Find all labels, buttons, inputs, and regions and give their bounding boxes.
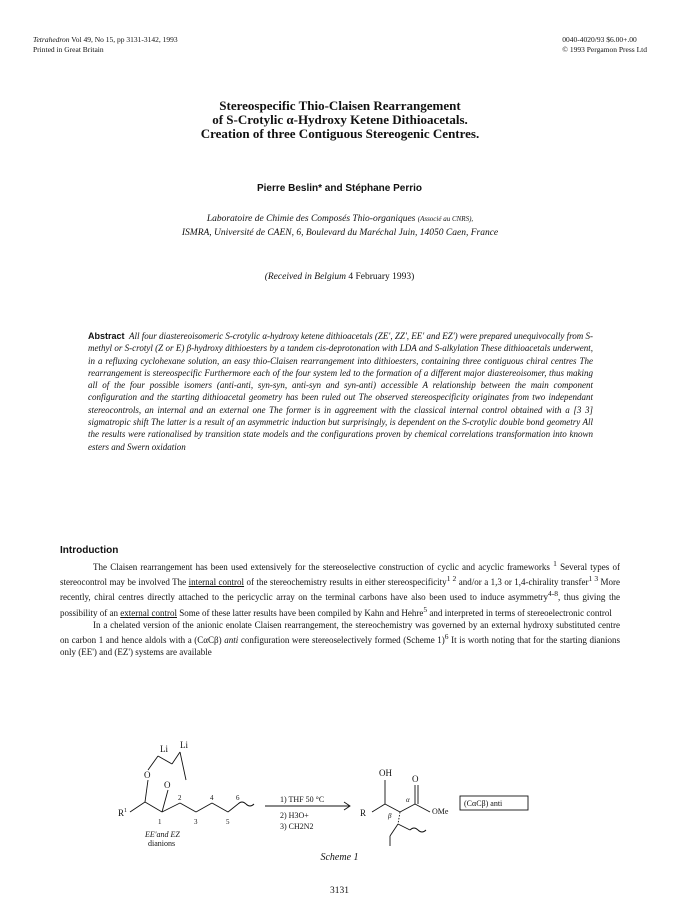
intro-text: Several types of stereocontrol may be involved The bbox=[60, 562, 621, 588]
received-date-value: 4 February 1993) bbox=[348, 272, 415, 282]
scheme-num-5: 5 bbox=[226, 818, 230, 826]
scheme-step-3: 3) CH2N2 bbox=[280, 822, 314, 831]
intro-text: of the stereochemistry results in either stereospecificity bbox=[244, 577, 447, 588]
price-code: 0040-4020/93 $6.00+.00 bbox=[562, 35, 637, 44]
paper-title bbox=[60, 99, 620, 141]
received-prefix: (Received in Belgium bbox=[264, 272, 346, 282]
scheme-num-3: 3 bbox=[194, 818, 198, 826]
intro-paragraph-2 bbox=[60, 619, 620, 659]
intro-text: and interpreted in terms of stereoelectronic control bbox=[427, 607, 612, 618]
underlined-term: external control bbox=[120, 607, 177, 618]
title-line-3: Creation of three Contiguous Stereogenic Centres. bbox=[200, 126, 480, 141]
abstract-label: Abstract bbox=[88, 331, 125, 341]
title-line-2: of S-Crotylic α-Hydroxy Ketene Dithioacetals. bbox=[212, 112, 468, 127]
scheme-dianion-label-2: dianions bbox=[148, 839, 176, 848]
copyright: © 1993 Pergamon Press Ltd bbox=[562, 45, 647, 54]
scheme-box-label: (CαCβ) anti bbox=[464, 799, 503, 808]
scheme-step-2: 2) H3O+ bbox=[280, 811, 309, 820]
intro-text: More recently, chiral centres directly attached to the pericyclic array on the terminal carbons have also been used to induce asymmetry bbox=[60, 577, 621, 603]
affiliation-address: ISMRA, Université de CAEN, 6, Boulevard du Maréchal Juin, 14050 Caen, France bbox=[181, 228, 499, 238]
abstract-text: All four diastereoisomeric S-crotylic α-hydroxy ketene dithioacetals (ZE', ZZ', EE' and EZ') were prepared unequivocally from S-methyl or S-crotyl (Z or E) β-hydroxy dithioesters by a tandem cis-deprotonation with LDA and S-alkylation These dithioacetals underwent, in a refluxing cyclohexane solution, an easy thio-Claisen rearrangement into dithioesters, containing three contiguous chiral centres The rearrangement is stereospecific Furthermore each of the four system led to the formation of a different major diastereoisomer, thus making all of the four possible isomers (anti-anti, syn-syn, anti-syn and syn-anti) accessible A relationship between the main component configuration and the starting dithioacetal geometry has been ruled out The observed stereospecificity originates from two independant stereocontrols, an internal and an external one The former is in aggreement with the classical internal control obtained with a [3 3] sigmatropic shift The latter is a result of an asymmetric induction but surprisingly, is dependent on the S-crotylic double bond geometry All the results were rationalised by transition state models and the configurations proven by chemical correlations transformation into known esters and Swern oxidation bbox=[88, 331, 594, 452]
scheme-beta: β bbox=[388, 812, 392, 820]
received-date bbox=[0, 272, 679, 282]
scheme-caption: Scheme 1 bbox=[320, 852, 359, 863]
scheme-r2: R bbox=[360, 808, 367, 818]
reference: 1 bbox=[553, 559, 557, 568]
scheme-li-1: Li bbox=[160, 744, 168, 754]
intro-text: Some of these latter results have been compiled by Kahn and Hehre bbox=[176, 607, 424, 618]
printed-in: Printed in Great Britain bbox=[33, 45, 104, 54]
reference: 4-8 bbox=[548, 589, 559, 599]
scheme-o-3: O bbox=[412, 774, 419, 784]
intro-text: The Claisen rearrangement has been used extensively for the stereoselective construction of cyclic and acyclic frameworks bbox=[93, 562, 550, 572]
underlined-term: internal control bbox=[188, 577, 245, 588]
journal-name: Tetrahedron bbox=[33, 35, 70, 44]
introduction-body bbox=[60, 558, 620, 658]
scheme-dianion-label-1: EE'and EZ bbox=[145, 830, 180, 839]
scheme-step-1: 1) THF 50 °C bbox=[280, 795, 325, 804]
reference: 6 bbox=[444, 632, 449, 642]
scheme-r1: $R^1$ bbox=[118, 808, 128, 818]
scheme-o-1: O bbox=[144, 770, 151, 780]
scheme-num-4: 4 bbox=[210, 794, 214, 802]
affiliation bbox=[60, 212, 620, 240]
intro-text: configuration were stereoselectively formed (Scheme 1) bbox=[238, 635, 445, 646]
reference: 1 2 bbox=[446, 574, 457, 584]
scheme-1-diagram bbox=[100, 740, 580, 850]
reference: 5 bbox=[423, 604, 428, 614]
scheme-oh: OH bbox=[379, 768, 392, 778]
scheme-li-2: Li bbox=[180, 740, 188, 750]
copyright-header bbox=[562, 35, 647, 55]
intro-text: It is worth noting that for the starting dianions only (EE') and (EZ') systems are available bbox=[60, 635, 620, 658]
page-number: 3131 bbox=[330, 886, 349, 896]
title-line-1: Stereospecific Thio-Claisen Rearrangement bbox=[219, 98, 461, 113]
authors: Pierre Beslin* and Stéphane Perrio bbox=[256, 183, 423, 194]
affiliation-assoc: (Associé au CNRS), bbox=[417, 215, 474, 223]
abstract bbox=[88, 330, 593, 453]
introduction-heading: Introduction bbox=[60, 545, 119, 556]
journal-header bbox=[33, 35, 178, 55]
intro-text: and/or a 1,3 or 1,4-chirality transfer bbox=[456, 577, 589, 588]
scheme-num-6: 6 bbox=[236, 794, 240, 802]
journal-citation: Vol 49, No 15, pp 3131-3142, 1993 bbox=[71, 35, 178, 44]
affiliation-lab: Laboratoire de Chimie des Composés Thio-organiques bbox=[206, 214, 416, 224]
intro-paragraph-1 bbox=[60, 558, 620, 619]
scheme-alpha: α bbox=[406, 796, 410, 804]
intro-text: , thus giving the possibility of an bbox=[60, 592, 621, 618]
scheme-num-1: 1 bbox=[158, 818, 162, 826]
scheme-o-2: O bbox=[164, 780, 171, 790]
reference: 1 3 bbox=[588, 574, 599, 584]
scheme-ome: OMe bbox=[432, 807, 449, 816]
italic-term: anti bbox=[224, 635, 239, 646]
scheme-num-2: 2 bbox=[178, 794, 182, 802]
intro-text: In a chelated version of the anionic enolate Claisen rearrangement, the stereochemistry was governed by an external hydroxy substituted centre on carbon 1 and hence aldols with a (CαCβ) bbox=[60, 619, 620, 646]
